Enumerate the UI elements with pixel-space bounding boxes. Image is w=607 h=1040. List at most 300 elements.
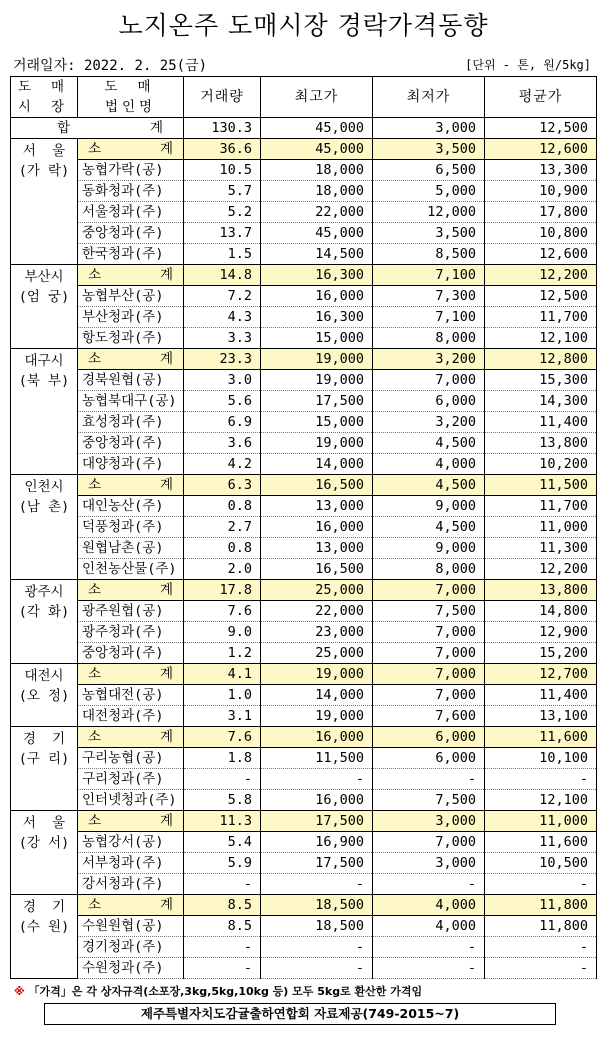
avg-cell: 11,800 [485,916,597,937]
table-row [11,181,597,202]
low-cell: 8,000 [373,328,485,349]
total-volume: 130.3 [184,118,261,139]
volume-cell: - [184,958,261,979]
high-cell: 16,000 [261,790,373,811]
subtotal-avg: 12,200 [485,265,597,286]
low-cell: 12,000 [373,202,485,223]
table-row [11,790,597,811]
table-row [11,412,597,433]
price-table [10,76,597,979]
subtotal-high: 19,000 [261,349,373,370]
region-name: 인천시 [24,479,64,495]
region-sub: (오 정) [18,688,70,704]
note-text: 「가격」은 각 상자규격(소포장,3kg,5kg,10kg 등) 모두 5kg로 환산한 가격임 [28,985,423,998]
high-cell: 45,000 [261,223,373,244]
corp-name: 덕풍청과(주) [78,517,184,538]
total-low: 3,000 [373,118,485,139]
avg-cell: 11,700 [485,496,597,517]
high-cell: 16,900 [261,832,373,853]
table-row [11,958,597,979]
subtotal-label-a: 소 [88,813,102,829]
table-row [11,601,597,622]
table-row [11,874,597,895]
avg-cell: 10,100 [485,748,597,769]
volume-cell: 1.5 [184,244,261,265]
low-cell: 4,000 [373,454,485,475]
table-row [11,916,597,937]
volume-cell: 0.8 [184,496,261,517]
subtotal-label-a: 소 [88,477,102,493]
subtotal-avg: 11,000 [485,811,597,832]
subtotal-volume: 36.6 [184,139,261,160]
region-sub: (엄 궁) [18,289,70,305]
corp-name: 농협강서(공) [78,832,184,853]
volume-cell: 1.0 [184,685,261,706]
volume-cell: 6.9 [184,412,261,433]
subtotal-volume: 23.3 [184,349,261,370]
subtotal-label [78,664,184,685]
header-market-line2: 시 장 [17,99,71,115]
corp-name: 농협대전(공) [78,685,184,706]
volume-cell: 1.2 [184,643,261,664]
high-cell: 13,000 [261,496,373,517]
avg-cell: 14,800 [485,601,597,622]
low-cell: 6,500 [373,160,485,181]
avg-cell: - [485,937,597,958]
corp-name: 동화청과(주) [78,181,184,202]
subtotal-label [78,580,184,601]
header-corp [78,77,184,118]
high-cell: - [261,937,373,958]
subtotal-label [78,349,184,370]
avg-cell: 11,400 [485,412,597,433]
subtotal-label-a: 소 [88,582,102,598]
subtotal-avg: 12,800 [485,349,597,370]
low-cell: 7,000 [373,832,485,853]
subtotal-volume: 11.3 [184,811,261,832]
table-row [11,832,597,853]
high-cell: 16,000 [261,286,373,307]
page-title: 노지온주 도매시장 경락가격동향 [118,11,489,40]
market-region [11,727,78,811]
high-cell: 14,000 [261,454,373,475]
table-row [11,307,597,328]
subtotal-row [11,265,597,286]
subtotal-label [78,475,184,496]
subtotal-avg: 13,800 [485,580,597,601]
subtotal-label-a: 소 [88,141,102,157]
high-cell: 19,000 [261,433,373,454]
subtotal-low: 3,500 [373,139,485,160]
table-row [11,286,597,307]
volume-cell: 3.3 [184,328,261,349]
high-cell: 22,000 [261,601,373,622]
header-low: 최저가 [373,77,485,118]
table-row [11,853,597,874]
region-name: 경 기 [22,899,66,915]
subtotal-low: 6,000 [373,727,485,748]
volume-cell: 10.5 [184,160,261,181]
note-mark: ※ [14,985,25,998]
table-row [11,559,597,580]
header-row [11,77,597,118]
avg-cell: 11,700 [485,307,597,328]
subtotal-high: 19,000 [261,664,373,685]
avg-cell: 10,200 [485,454,597,475]
low-cell: 7,300 [373,286,485,307]
table-row [11,769,597,790]
table-row [11,643,597,664]
subtotal-high: 25,000 [261,580,373,601]
avg-cell: 12,100 [485,790,597,811]
total-label-a: 합 [57,120,71,136]
avg-cell: 10,500 [485,853,597,874]
high-cell: 22,000 [261,202,373,223]
low-cell: 7,500 [373,601,485,622]
volume-cell: 7.6 [184,601,261,622]
subtotal-label-b: 계 [159,897,173,913]
high-cell: 13,000 [261,538,373,559]
high-cell: 16,500 [261,559,373,580]
subtotal-volume: 7.6 [184,727,261,748]
avg-cell: 10,800 [485,223,597,244]
low-cell: - [373,958,485,979]
volume-cell: 4.2 [184,454,261,475]
subtotal-row [11,664,597,685]
avg-cell: 14,300 [485,391,597,412]
subtotal-label-b: 계 [159,666,173,682]
volume-cell: 13.7 [184,223,261,244]
table-row [11,433,597,454]
subtotal-high: 16,300 [261,265,373,286]
market-region [11,580,78,664]
subtotal-low: 3,200 [373,349,485,370]
source-box: 제주특별자치도감귤출하연합회 자료제공(749-2015~7) [44,1003,556,1025]
region-name: 대전시 [24,668,64,684]
table-row [11,223,597,244]
market-region [11,895,78,979]
market-region [11,475,78,580]
corp-name: 한국청과(주) [78,244,184,265]
low-cell: 7,100 [373,307,485,328]
high-cell: 15,000 [261,328,373,349]
region-name: 대구시 [24,353,64,369]
corp-name: 중앙청과(주) [78,433,184,454]
high-cell: 23,000 [261,622,373,643]
high-cell: 25,000 [261,643,373,664]
subtotal-row [11,139,597,160]
corp-name: 중앙청과(주) [78,223,184,244]
table-row [11,328,597,349]
volume-cell: 5.8 [184,790,261,811]
region-name: 경 기 [22,731,66,747]
region-name: 광주시 [24,584,64,600]
table-row [11,454,597,475]
corp-name: 농협북대구(공) [78,391,184,412]
subtotal-label [78,139,184,160]
market-region [11,265,78,349]
avg-cell: 11,600 [485,832,597,853]
subtotal-avg: 11,800 [485,895,597,916]
subtotal-high: 16,000 [261,727,373,748]
low-cell: 9,000 [373,538,485,559]
subtotal-avg: 11,500 [485,475,597,496]
avg-cell: 11,300 [485,538,597,559]
region-sub: (각 화) [18,604,70,620]
avg-cell: 12,600 [485,244,597,265]
high-cell: 18,000 [261,160,373,181]
low-cell: 5,000 [373,181,485,202]
subtotal-label [78,265,184,286]
corp-name: 광주원협(공) [78,601,184,622]
high-cell: 14,000 [261,685,373,706]
corp-name: 구리청과(주) [78,769,184,790]
low-cell: 3,500 [373,223,485,244]
low-cell: - [373,769,485,790]
low-cell: 4,500 [373,433,485,454]
corp-name: 강서청과(주) [78,874,184,895]
volume-cell: 2.0 [184,559,261,580]
avg-cell: 13,300 [485,160,597,181]
avg-cell: 13,800 [485,433,597,454]
subtotal-label-b: 계 [159,813,173,829]
subtotal-low: 4,000 [373,895,485,916]
corp-name: 서부청과(주) [78,853,184,874]
subtotal-volume: 17.8 [184,580,261,601]
high-cell: 15,000 [261,412,373,433]
region-sub: (가 락) [18,163,70,179]
low-cell: 3,000 [373,853,485,874]
corp-name: 인천농산물(주) [78,559,184,580]
volume-cell: 3.1 [184,706,261,727]
volume-cell: 5.9 [184,853,261,874]
subtotal-low: 3,000 [373,811,485,832]
region-sub: (수 원) [18,919,70,935]
low-cell: 7,000 [373,685,485,706]
avg-cell: 12,100 [485,328,597,349]
avg-cell: 11,000 [485,517,597,538]
header-market-line1: 도 매 [17,79,71,95]
subtotal-label-b: 계 [159,477,173,493]
low-cell: 6,000 [373,748,485,769]
subtotal-row [11,811,597,832]
table-row [11,517,597,538]
low-cell: 9,000 [373,496,485,517]
high-cell: - [261,874,373,895]
corp-name: 대전청과(주) [78,706,184,727]
table-row [11,538,597,559]
corp-name: 경기청과(주) [78,937,184,958]
subtotal-row [11,580,597,601]
subtotal-avg: 11,600 [485,727,597,748]
low-cell: 8,500 [373,244,485,265]
corp-name: 구리농협(공) [78,748,184,769]
region-sub: (구 리) [18,751,70,767]
volume-cell: 0.8 [184,538,261,559]
avg-cell: 11,400 [485,685,597,706]
corp-name: 농협가락(공) [78,160,184,181]
region-name: 서 울 [22,815,66,831]
header-corp-line2: 법인명 [104,99,157,115]
subtotal-high: 45,000 [261,139,373,160]
volume-cell: 4.3 [184,307,261,328]
header-avg: 평균가 [485,77,597,118]
high-cell: - [261,958,373,979]
subtotal-label-a: 소 [88,897,102,913]
table-row [11,622,597,643]
subtotal-row [11,349,597,370]
subtotal-volume: 8.5 [184,895,261,916]
subtotal-avg: 12,700 [485,664,597,685]
table-row [11,202,597,223]
volume-cell: 3.6 [184,433,261,454]
subtotal-low: 4,500 [373,475,485,496]
corp-name: 효성청과(주) [78,412,184,433]
low-cell: 7,500 [373,790,485,811]
avg-cell: - [485,769,597,790]
market-region [11,664,78,727]
low-cell: 4,500 [373,517,485,538]
avg-cell: 17,800 [485,202,597,223]
subtotal-label-b: 계 [159,267,173,283]
subtotal-low: 7,000 [373,580,485,601]
header-volume: 거래량 [184,77,261,118]
avg-cell: 12,500 [485,286,597,307]
corp-name: 서울청과(주) [78,202,184,223]
high-cell: 14,500 [261,244,373,265]
table-row [11,937,597,958]
volume-cell: 9.0 [184,622,261,643]
avg-cell: 12,900 [485,622,597,643]
subtotal-row [11,727,597,748]
market-region [11,811,78,895]
corp-name: 부산청과(주) [78,307,184,328]
region-sub: (강 서) [18,835,70,851]
subtotal-low: 7,000 [373,664,485,685]
corp-name: 원협남촌(공) [78,538,184,559]
corp-name: 중앙청과(주) [78,643,184,664]
table-row [11,685,597,706]
subtotal-label-a: 소 [88,351,102,367]
subtotal-label-b: 계 [159,141,173,157]
subtotal-label-b: 계 [159,582,173,598]
low-cell: 6,000 [373,391,485,412]
volume-cell: 5.7 [184,181,261,202]
volume-cell: 7.2 [184,286,261,307]
subtotal-row [11,475,597,496]
subtotal-label-a: 소 [88,666,102,682]
subtotal-volume: 4.1 [184,664,261,685]
corp-name: 수원청과(주) [78,958,184,979]
header-market [11,77,78,118]
header-corp-line1: 도 매 [104,79,157,95]
high-cell: 18,500 [261,916,373,937]
avg-cell: 12,200 [485,559,597,580]
table-row [11,391,597,412]
volume-cell: - [184,874,261,895]
subtotal-low: 7,100 [373,265,485,286]
table-row [11,706,597,727]
low-cell: 7,000 [373,622,485,643]
low-cell: 3,200 [373,412,485,433]
subtotal-volume: 6.3 [184,475,261,496]
subtotal-label-a: 소 [88,267,102,283]
high-cell: 16,300 [261,307,373,328]
low-cell: 7,000 [373,370,485,391]
low-cell: 7,000 [373,643,485,664]
subtotal-label [78,727,184,748]
footnote [14,983,422,999]
avg-cell: - [485,958,597,979]
region-name: 부산시 [24,269,64,285]
corp-name: 농협부산(공) [78,286,184,307]
subtotal-high: 17,500 [261,811,373,832]
high-cell: 19,000 [261,706,373,727]
total-label [11,118,184,139]
table-row [11,244,597,265]
volume-cell: 5.2 [184,202,261,223]
header-high: 최고가 [261,77,373,118]
subtotal-avg: 12,600 [485,139,597,160]
subtotal-high: 18,500 [261,895,373,916]
trade-date: 거래일자: 2022. 2. 25(금) [13,58,208,74]
volume-cell: 8.5 [184,916,261,937]
avg-cell: - [485,874,597,895]
total-avg: 12,500 [485,118,597,139]
region-name: 서 울 [22,143,66,159]
low-cell: - [373,937,485,958]
corp-name: 광주청과(주) [78,622,184,643]
subtotal-high: 16,500 [261,475,373,496]
low-cell: 4,000 [373,916,485,937]
avg-cell: 15,300 [485,370,597,391]
corp-name: 경북원협(공) [78,370,184,391]
total-high: 45,000 [261,118,373,139]
volume-cell: 5.6 [184,391,261,412]
corp-name: 인터넷청과(주) [78,790,184,811]
volume-cell: 2.7 [184,517,261,538]
total-row [11,118,597,139]
subtotal-volume: 14.8 [184,265,261,286]
unit-label: [단위 - 톤, 원/5kg] [465,58,591,72]
avg-cell: 13,100 [485,706,597,727]
market-region [11,349,78,475]
table-row [11,748,597,769]
corp-name: 대양청과(주) [78,454,184,475]
subtotal-label-b: 계 [159,729,173,745]
high-cell: - [261,769,373,790]
avg-cell: 15,200 [485,643,597,664]
corp-name: 항도청과(주) [78,328,184,349]
region-sub: (북 부) [18,373,70,389]
avg-cell: 10,900 [485,181,597,202]
high-cell: 17,500 [261,391,373,412]
subtotal-label-a: 소 [88,729,102,745]
subtotal-label [78,895,184,916]
high-cell: 19,000 [261,370,373,391]
low-cell: 8,000 [373,559,485,580]
low-cell: - [373,874,485,895]
high-cell: 17,500 [261,853,373,874]
volume-cell: 3.0 [184,370,261,391]
subtotal-row [11,895,597,916]
subtotal-label-b: 계 [159,351,173,367]
table-row [11,160,597,181]
market-region [11,139,78,265]
region-sub: (남 촌) [18,499,70,515]
volume-cell: - [184,937,261,958]
subtotal-label [78,811,184,832]
